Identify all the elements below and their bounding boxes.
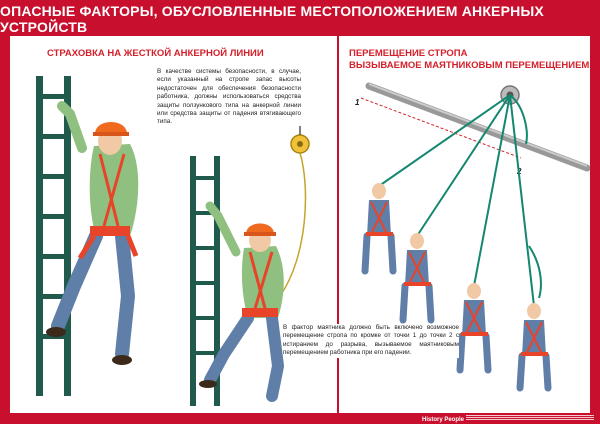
anchor-bar <box>369 84 587 168</box>
ladder-left <box>36 76 71 396</box>
worker-right <box>199 206 284 396</box>
right-section-heading-line2: ВЫЗЫВАЕМОЕ МАЯТНИКОВЫМ ПЕРЕМЕЩЕНИЕМ <box>349 60 590 71</box>
page-title: ОПАСНЫЕ ФАКТОРЫ, ОБУСЛОВЛЕННЫЕ МЕСТОПОЛОЖЕНИЕМ АНКЕРНЫХ УСТРОЙСТВ <box>0 3 544 35</box>
lanyard-lines <box>379 95 534 306</box>
point-1-label: 1 <box>355 98 360 107</box>
left-section-heading: СТРАХОВКА НА ЖЕСТКОЙ АНКЕРНОЙ ЛИНИИ <box>47 48 264 59</box>
pendulum-worker-1 <box>365 183 393 271</box>
pendulum-worker-3 <box>460 283 488 370</box>
slide-path-line <box>361 98 521 158</box>
left-section-paragraph: В качестве системы безопасности, в случае, если указанный на стропе запас высоты недостаточен для обеспечения безопасности работника, должны использоваться средства защиты ползункового типа на анкерной линии или средства защиты от падения втягивающего типа. <box>157 68 301 126</box>
pendulum-worker-4 <box>520 303 548 388</box>
footer-brand: History People <box>421 417 464 423</box>
footer-fine-print <box>466 414 594 422</box>
worker-left <box>46 76 138 365</box>
right-paragraph-holder <box>283 324 459 358</box>
right-section-paragraph: В фактор маятника должно быть включено возможное перемещение стропа по кромке от точки 1 до точки 2 с истиранием до разрыва, вызываемое маятниковым перемещением работника при его падении. <box>283 324 459 357</box>
retractable-device-icon <box>280 126 309 296</box>
point-2-label: 2 <box>517 167 522 176</box>
right-section-heading-line1: ПЕРЕМЕЩЕНИЕ СТРОПА <box>349 48 468 59</box>
pendulum-worker-2 <box>403 233 431 320</box>
